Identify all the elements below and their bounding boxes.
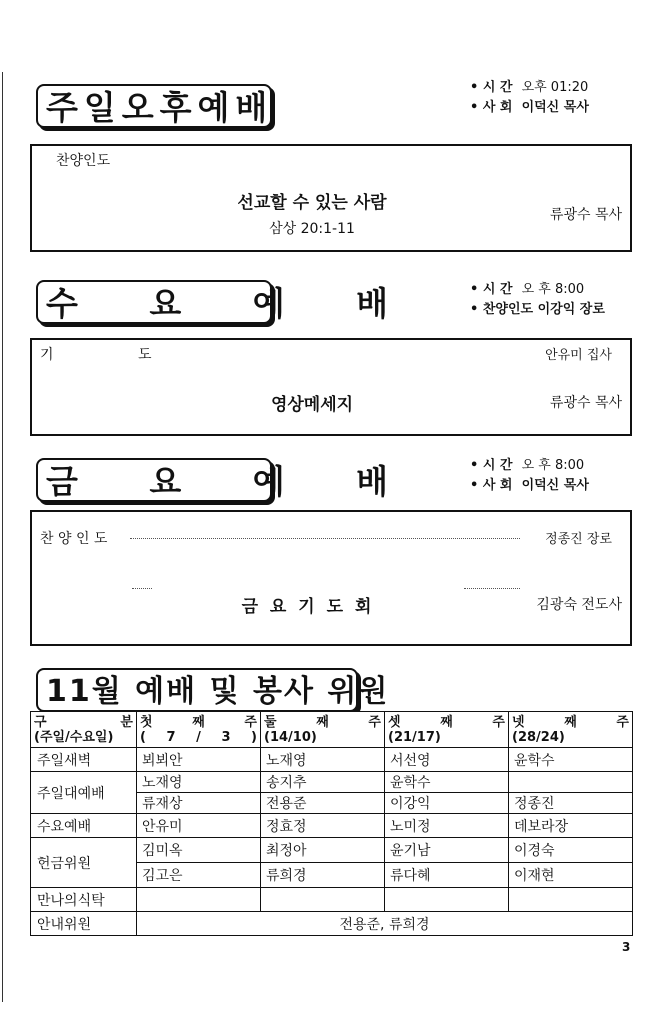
sermon-scripture: 삼상 20:1-11 bbox=[269, 221, 355, 237]
friday-service-title: 금 요 예 배 bbox=[36, 458, 272, 502]
time-value: 오 후 8:00 bbox=[521, 458, 585, 473]
wednesday-service-title: 수 요 예 배 bbox=[36, 280, 272, 324]
time-value: 오후 01:20 bbox=[521, 80, 589, 95]
cell bbox=[509, 888, 633, 912]
host-label: 사 회 bbox=[482, 100, 513, 115]
friday-leader: 김광숙 전도사 bbox=[536, 597, 622, 613]
row-wednesday bbox=[31, 814, 633, 838]
row-label: 헌금위원 bbox=[31, 838, 137, 888]
cell bbox=[261, 888, 385, 912]
week-dates: ( 7 / 3 ) bbox=[140, 729, 257, 745]
friday-meeting: 금 요 기 도 회 bbox=[241, 597, 375, 617]
cell: 이강익 bbox=[385, 793, 509, 814]
cell: 류다혜 bbox=[385, 863, 509, 888]
duty-roster-title: 11월 예배 및 봉사 위원 bbox=[36, 668, 358, 712]
week-name: 둘 째 주 bbox=[264, 714, 381, 730]
host-label: 사 회 bbox=[482, 478, 513, 493]
week-name: 넷 째 주 bbox=[512, 714, 629, 730]
row-guide bbox=[31, 912, 633, 936]
preacher-name: 류광수 목사 bbox=[549, 207, 622, 223]
cell: 김고은 bbox=[137, 863, 261, 888]
cell: 윤학수 bbox=[509, 748, 633, 772]
header-category-label: 구 분 bbox=[34, 714, 133, 730]
row-offering-top bbox=[31, 838, 633, 863]
prayer-label: 기 도 bbox=[40, 347, 192, 363]
table-header-row bbox=[31, 712, 633, 748]
cell: 뵈뵈안 bbox=[137, 748, 261, 772]
week-name: 셋 째 주 bbox=[388, 714, 505, 730]
wednesday-message: 영상메세지 bbox=[270, 395, 354, 415]
cell: 정효정 bbox=[261, 814, 385, 838]
duty-roster-table bbox=[30, 711, 633, 936]
cell: 안유미 bbox=[137, 814, 261, 838]
cell bbox=[137, 888, 261, 912]
left-margin-line bbox=[2, 72, 3, 1002]
praise-leader-label: 찬양인도 bbox=[56, 153, 111, 169]
cell: 전용준 bbox=[261, 793, 385, 814]
sunday-service-info bbox=[470, 78, 589, 118]
host-row: • 사 회 이덕신 목사 bbox=[470, 478, 589, 493]
header-week-2 bbox=[261, 712, 385, 748]
cell: 이경숙 bbox=[509, 838, 633, 863]
row-label: 만나의식탁 bbox=[31, 888, 137, 912]
row-label: 수요예배 bbox=[31, 814, 137, 838]
praise-row: • 찬양인도 이강익 장로 bbox=[470, 302, 605, 317]
time-label: 시 간 bbox=[482, 80, 513, 95]
page-number: 3 bbox=[622, 940, 631, 954]
cell: 윤학수 bbox=[385, 772, 509, 793]
cell bbox=[385, 888, 509, 912]
header-category bbox=[31, 712, 137, 748]
praise-label: 찬양인도 bbox=[482, 302, 534, 317]
row-main-service-top bbox=[31, 772, 633, 793]
wednesday-service-box bbox=[30, 338, 632, 436]
time-label: 시 간 bbox=[482, 458, 513, 473]
cell: 김미옥 bbox=[137, 838, 261, 863]
cell: 윤기남 bbox=[385, 838, 509, 863]
cell: 노미정 bbox=[385, 814, 509, 838]
time-value: 오 후 8:00 bbox=[521, 282, 585, 297]
time-row: • 시 간 오 후 8:00 bbox=[470, 282, 585, 297]
week-dates: (21/17) bbox=[388, 729, 441, 745]
sunday-service-title: 주일오후예배 bbox=[36, 84, 272, 128]
friday-service-info bbox=[470, 456, 589, 496]
cell: 최정아 bbox=[261, 838, 385, 863]
cell bbox=[509, 772, 633, 793]
week-name: 첫 째 주 bbox=[140, 714, 257, 730]
time-row: • 시 간 오후 01:20 bbox=[470, 80, 589, 95]
row-label: 주일대예배 bbox=[31, 772, 137, 814]
time-row: • 시 간 오 후 8:00 bbox=[470, 458, 585, 473]
host-row: • 사 회 이덕신 목사 bbox=[470, 100, 589, 115]
week-dates: (28/24) bbox=[512, 729, 565, 745]
leader-dot-line bbox=[130, 538, 520, 539]
cell: 정종진 bbox=[509, 793, 633, 814]
preacher-name: 류광수 목사 bbox=[549, 395, 622, 411]
prayer-person: 안유미 집사 bbox=[545, 348, 612, 363]
praise-value: 이강익 장로 bbox=[537, 302, 605, 317]
row-manna bbox=[31, 888, 633, 912]
host-value: 이덕신 목사 bbox=[521, 478, 589, 493]
dot-mark-right bbox=[464, 588, 520, 589]
dot-mark-left bbox=[132, 588, 152, 589]
sunday-service-box bbox=[30, 144, 632, 252]
praise-leader-label: 찬 양 인 도 bbox=[40, 531, 108, 547]
header-week-1 bbox=[137, 712, 261, 748]
wednesday-service-info bbox=[470, 280, 605, 320]
cell: 노재영 bbox=[137, 772, 261, 793]
sermon-title: 선교할 수 있는 사람 bbox=[237, 193, 387, 213]
praise-leader-name: 정종진 장로 bbox=[545, 532, 612, 547]
row-label: 안내위원 bbox=[31, 912, 137, 936]
friday-service-box bbox=[30, 510, 632, 646]
cell: 류희경 bbox=[261, 863, 385, 888]
header-category-sub: (주일/수요일) bbox=[34, 729, 114, 745]
cell: 류재상 bbox=[137, 793, 261, 814]
row-label: 주일새벽 bbox=[31, 748, 137, 772]
cell: 데보라장 bbox=[509, 814, 633, 838]
cell: 노재영 bbox=[261, 748, 385, 772]
cell: 이재현 bbox=[509, 863, 633, 888]
time-label: 시 간 bbox=[482, 282, 513, 297]
header-week-4 bbox=[509, 712, 633, 748]
host-value: 이덕신 목사 bbox=[521, 100, 589, 115]
week-dates: (14/10) bbox=[264, 729, 317, 745]
guide-members: 전용준, 류희경 bbox=[137, 912, 633, 936]
cell: 송지추 bbox=[261, 772, 385, 793]
row-dawn bbox=[31, 748, 633, 772]
header-week-3 bbox=[385, 712, 509, 748]
cell: 서선영 bbox=[385, 748, 509, 772]
